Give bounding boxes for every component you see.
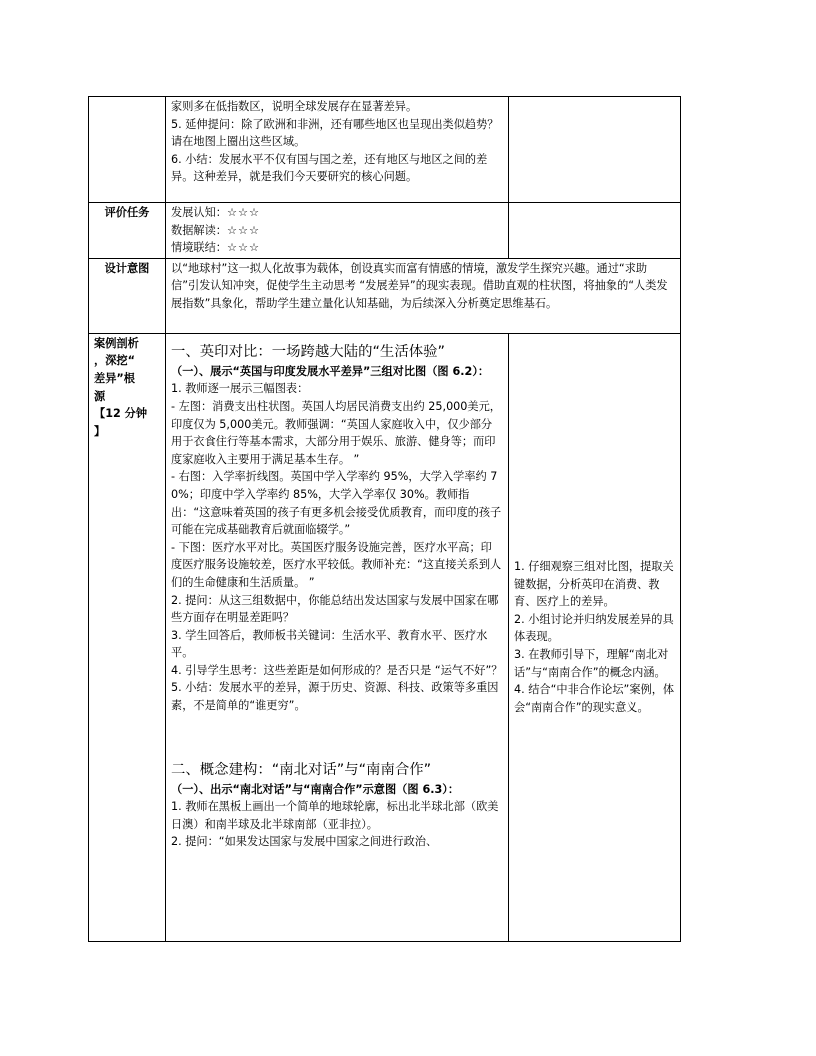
evaluation-item xyxy=(171,222,503,240)
evaluation-item-name: 发展认知： xyxy=(171,206,227,219)
case-label-line: 【12 分钟 xyxy=(94,407,148,421)
content-paragraph: 1. 教师在黑板上画出一个简单的地球轮廓，标出北半球北部（欧美日澳）和南半球及北半球南部（亚非拉）。 xyxy=(171,800,499,831)
case-row xyxy=(89,333,681,941)
continuation-label-cell xyxy=(89,97,166,203)
section-subheading: （一）、出示“南北对话”与“南南合作”示意图（图 6.3）： xyxy=(171,782,460,796)
case-label-line: ，深挖“ xyxy=(94,354,135,368)
evaluation-activity-cell xyxy=(509,203,681,259)
section-heading: 一、英印对比：一场跨越大陆的“生活体验” xyxy=(171,343,445,360)
rating-stars: ☆☆☆ xyxy=(226,206,261,219)
case-label-line: 差异”根 xyxy=(94,371,135,385)
content-paragraph: 2. 提问：从这三组数据中，你能总结出发达国家与发展中国家在哪些方面存在明显差距吗？ xyxy=(171,593,499,625)
case-label-line: 案例剖析 xyxy=(94,336,139,350)
evaluation-item-name: 数据解读： xyxy=(171,223,227,237)
section-heading: 二、概念建构：“南北对话”与“南南合作” xyxy=(171,761,432,778)
evaluation-item xyxy=(171,204,503,222)
content-paragraph: 3. 学生回答后，教师板书关键词：生活水平、教育水平、医疗水平。 xyxy=(171,628,488,660)
student-activity: 2. 小组讨论并归纳发展差异的具体表现。 xyxy=(514,612,674,644)
evaluation-item xyxy=(171,239,503,257)
content-paragraph: - 左图：消费支出柱状图。英国人均居民消费支出约 25,000美元，印度仅为 5,000美元。教师强调：“英国人家庭收入中，仅少部分用于衣食住行等基本需求，大部分用于娱乐、旅游、健身等；而印度家庭收入主要用于满足基本生存。 ” xyxy=(171,399,501,466)
case-content-cell xyxy=(166,333,509,941)
student-activity: 3. 在教师引导下，理解“南北对话”与“南南合作”的概念内涵。 xyxy=(514,648,669,679)
design-row xyxy=(89,258,681,333)
continuation-row xyxy=(89,97,681,203)
section-subheading: （一）、展示“英国与印度发展水平差异”三组对比图（图 6.2）： xyxy=(171,364,490,378)
evaluation-row xyxy=(89,203,681,259)
case-label-cell xyxy=(89,333,166,941)
student-activity: 4. 结合“中非合作论坛”案例，体会“南南合作”的现实意义。 xyxy=(514,683,675,714)
evaluation-item-name: 情境联结： xyxy=(171,241,227,255)
continuation-activity-cell xyxy=(509,97,681,203)
paragraph-spacer xyxy=(171,715,503,753)
content-paragraph: - 下图：医疗水平对比。英国医疗服务设施完善，医疗水平高；印度医疗服务设施较差，医疗水平较低。教师补充：“这直接关系到人们的生命健康和生活质量。 ” xyxy=(171,540,502,589)
content-paragraph: 1. 教师逐一展示三幅图表： xyxy=(171,382,309,396)
continuation-content-cell xyxy=(166,97,509,203)
rating-stars: ☆☆☆ xyxy=(226,223,261,237)
evaluation-label: 评价任务 xyxy=(89,203,166,259)
design-label: 设计意图 xyxy=(89,258,166,333)
content-paragraph: 4. 引导学生思考：这些差距是如何形成的？是否只是 “运气不好”？ xyxy=(171,663,503,677)
continuation-line: 家则多在低指数区，说明全球发展存在显著差异。 xyxy=(171,100,418,113)
continuation-line: 6. 小结：发展水平不仅有国与国之差，还有地区与地区之间的差异。这种差异，就是我们今天要研究的核心问题。 xyxy=(171,152,488,184)
lesson-plan-table xyxy=(88,96,681,942)
case-activity-cell xyxy=(509,333,681,941)
design-content-cell: 以“地球村”这一拟人化故事为载体，创设真实而富有情感的情境，激发学生探究兴趣。通过“求助信”引发认知冲突，促使学生主动思考 “发展差异”的现实表现。借助直观的柱状图，将抽象的“人类发展指数”具象化，帮助学生建立量化认知基础，为后续深入分析奠定思维基石。 xyxy=(166,258,681,333)
student-activity: 1. 仔细观察三组对比图，提取关键数据，分析英印在消费、教育、医疗上的差异。 xyxy=(514,560,674,609)
evaluation-content-cell xyxy=(166,203,509,259)
content-paragraph: 2. 提问：“如果发达国家与发展中国家之间进行政治、 xyxy=(171,835,438,849)
case-label-line: 】 xyxy=(94,424,106,438)
content-paragraph: - 右图：入学率折线图。英国中学入学率约 95%，大学入学率约 70%；印度中学入学率约 85%，大学入学率仅 30%。教师指出：“这意味着英国的孩子有更多机会接受优质教育，而印度的孩子可能在完成基础教育后就面临辍学。” xyxy=(171,470,502,537)
case-label-line: 源 xyxy=(94,389,106,403)
rating-stars: ☆☆☆ xyxy=(226,241,261,255)
content-paragraph: 5. 小结：发展水平的差异，源于历史、资源、科技、政策等多重因素，不是简单的“谁更穷”。 xyxy=(171,681,499,713)
continuation-line: 5. 延伸提问：除了欧洲和非洲，还有哪些地区也呈现出类似趋势？请在地图上圈出这些区域。 xyxy=(171,117,499,149)
